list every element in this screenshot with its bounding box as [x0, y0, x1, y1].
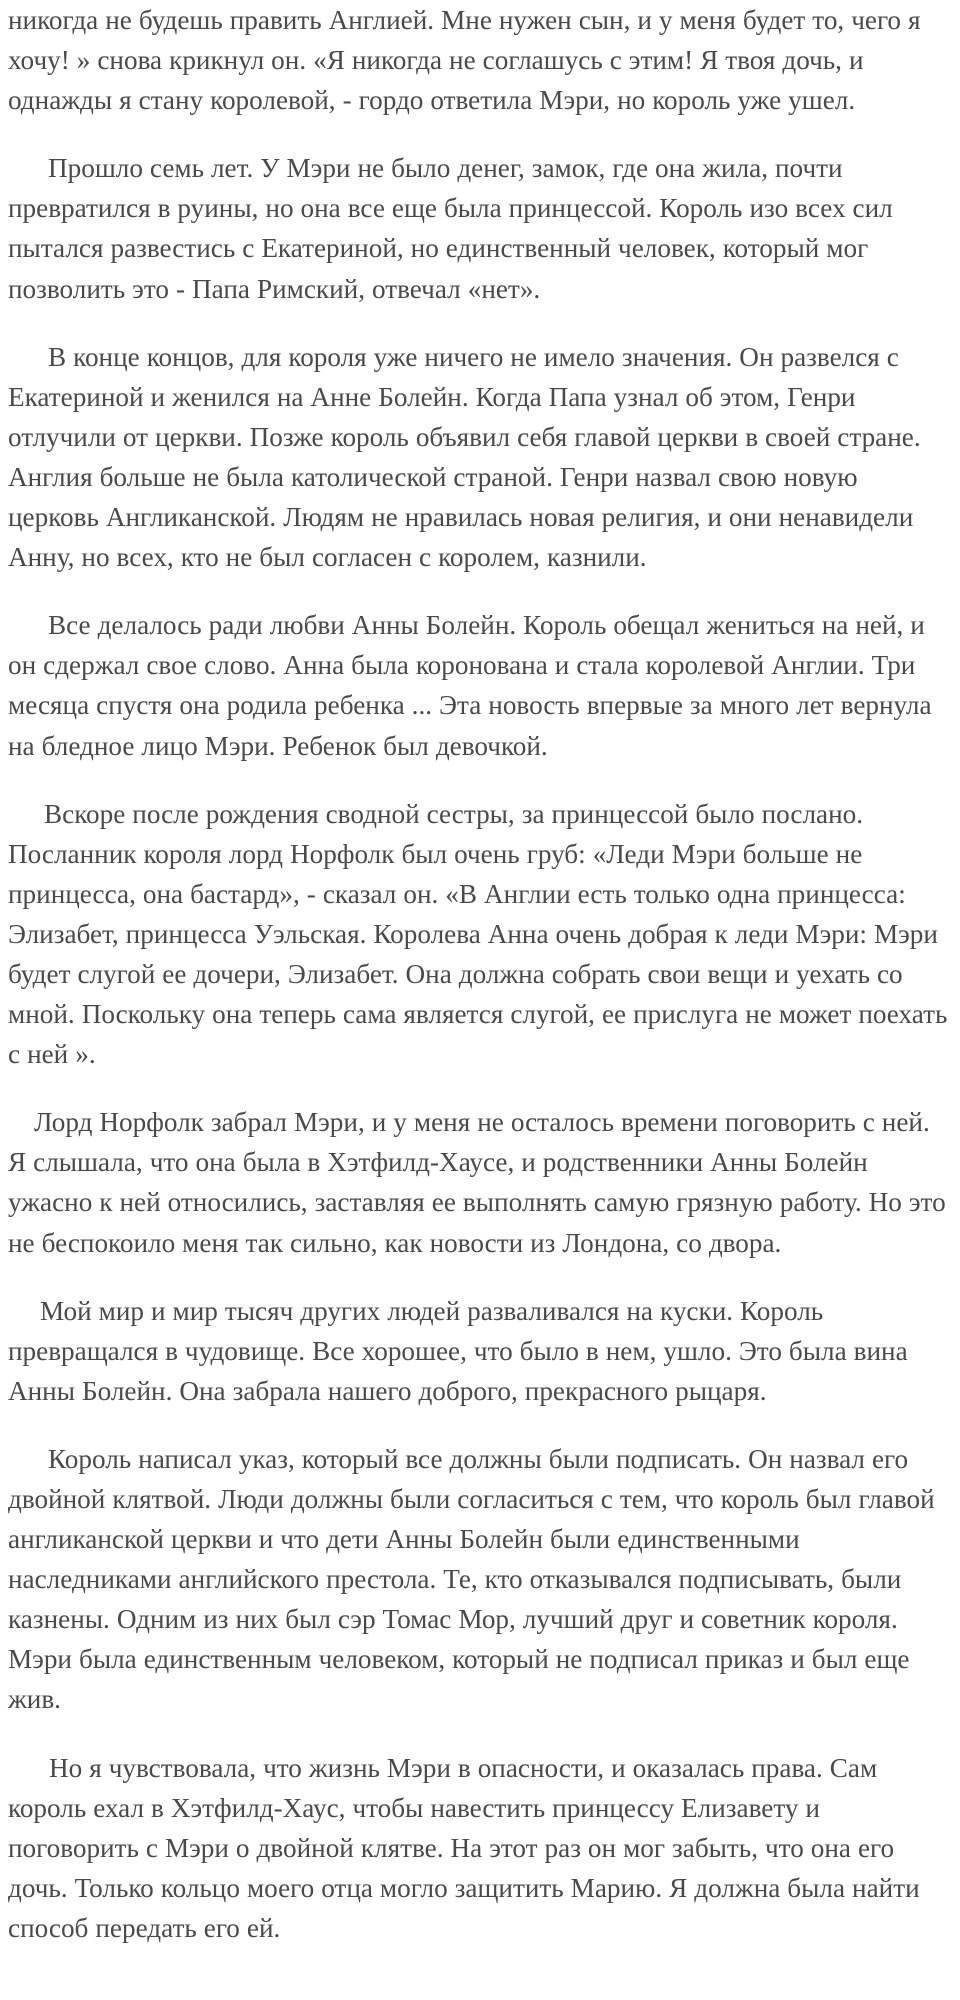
paragraph-5: Вскоре после рождения сводной сестры, за принцессой было послано. Посланник короля лорд Норфолк был очень груб: «Леди Мэри больше не принцесса, она бастард», - сказал он. «В Англии есть только одна принцесса: Элизабет, принцесса Уэльская. Королева Анна очень добрая к леди Мэри: Мэри будет слугой ее дочери, Элизабет. Она должна собрать свои вещи и уехать со мной. Поскольку она теперь сама является слугой, ее прислуга не может поехать с ней ».	[8, 798, 948, 1070]
paragraph-3: В конце концов, для короля уже ничего не имело значения. Он развелся с Екатериной и женился на Анне Болейн. Когда Папа узнал об этом, Генри отлучили от церкви. Позже король объявил себя главой церкви в своей стране. Англия больше не была католической страной. Генри назвал свою новую церковь Англиканской. Людям не нравилась новая религия, и они ненавидели Анну, но всех, кто не был согласен с королем, казнили.	[8, 341, 921, 573]
paragraph-7: Мой мир и мир тысяч других людей разваливался на куски. Король превращался в чудовище. Все хорошее, что было в нем, ушло. Это была вина Анны Болейн. Она забрала нашего доброго, прекрасного рыцаря.	[8, 1295, 908, 1406]
paragraph-4: Все делалось ради любви Анны Болейн. Король обещал жениться на ней, и он сдержал свое слово. Анна была коронована и стала королевой Англии. Три месяца спустя она родила ребенка ... Эта новость впервые за много лет вернула на бледное лицо Мэри. Ребенок был девочкой.	[8, 610, 932, 761]
paragraph-8: Король написал указ, который все должны были подписать. Он назвал его двойной клятвой. Люди должны были согласиться с тем, что король был главой англиканской церкви и что дети Анны Болейн были единственными наследниками английского престола. Те, кто отказывался подписывать, были казнены. Одним из них был сэр Томас Мор, лучший друг и советник короля. Мэри была единственным человеком, который не подписал приказ и был еще жив.	[8, 1443, 935, 1715]
paragraph-9: Но я чувствовала, что жизнь Мэри в опасности, и оказалась права. Сам король ехал в Хэтфилд-Хаус, чтобы навестить принцессу Елизавету и поговорить с Мэри о двойной клятве. На этот раз он мог забыть, что она его дочь. Только кольцо моего отца могло защитить Марию. Я должна была найти способ передать его ей.	[8, 1752, 920, 1943]
paragraph-6: Лорд Норфолк забрал Мэри, и у меня не осталось времени поговорить с ней. Я слышала, что она была в Хэтфилд-Хаусе, и родственники Анны Болейн ужасно к ней относились, заставляя ее выполнять самую грязную работу. Но это не беспокоило меня так сильно, как новости из Лондона, со двора.	[8, 1107, 946, 1258]
paragraph-2: Прошло семь лет. У Мэри не было денег, замок, где она жила, почти превратился в руины, но она все еще была принцессой. Король изо всех сил пытался развестись с Екатериной, но единственный человек, который мог позволить это - Папа Римский, отвечал «нет».	[8, 153, 893, 304]
paragraph-1: никогда не будешь править Англией. Мне нужен сын, и у меня будет то, чего я хочу! » снова крикнул он. «Я никогда не соглашусь с этим! Я твоя дочь, и однажды я стану королевой, - гордо ответила Мэри, но король уже ушел.	[8, 5, 921, 116]
